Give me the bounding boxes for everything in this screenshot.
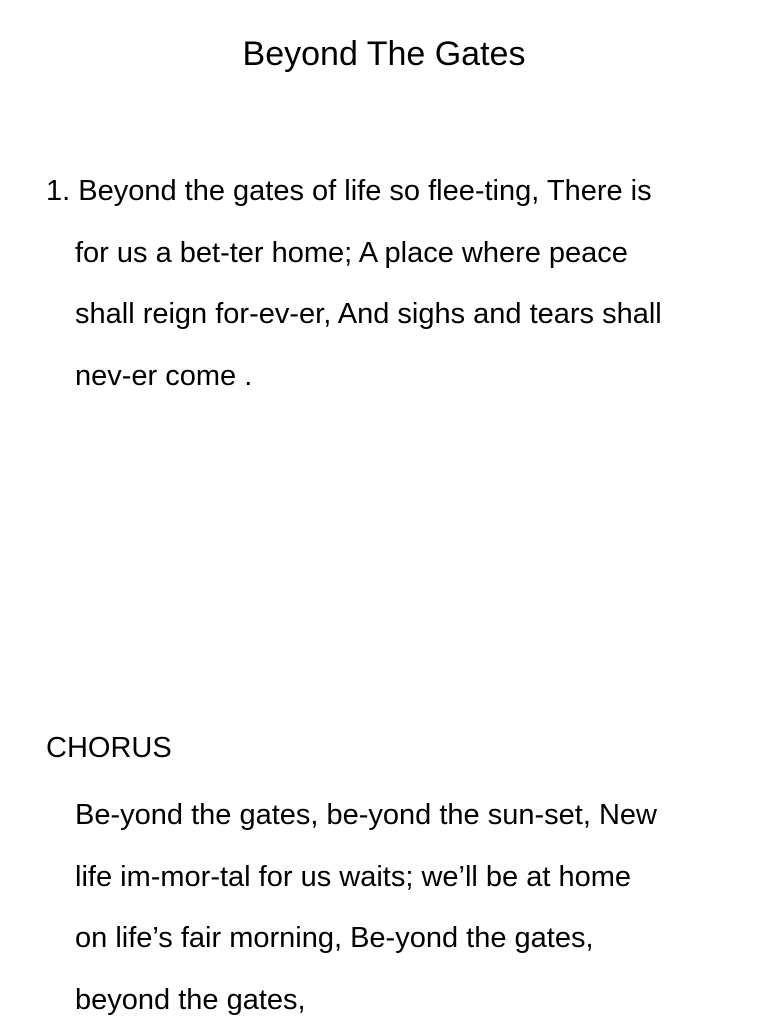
verse-line: shall reign for-ev-er, And sighs and tears shall: [46, 284, 706, 346]
chorus-line: life im-mor-tal for us waits; we’ll be at home: [75, 847, 735, 909]
chorus-label: CHORUS: [46, 728, 172, 768]
verse-number: 1.: [46, 175, 70, 207]
verse-line-text: Beyond the gates of life so flee-ting, There is: [78, 175, 651, 207]
verse-line: for us a bet-ter home; A place where peace: [46, 223, 706, 285]
chorus-line: on life’s fair morning, Be-yond the gates,: [75, 908, 735, 970]
chorus-line: beyond the gates,: [75, 970, 735, 1031]
song-title: Beyond The Gates: [0, 30, 768, 78]
chorus: [75, 785, 735, 1031]
verse-1: [46, 161, 706, 407]
verse-line: nev-er come .: [46, 346, 706, 408]
chorus-line: Be-yond the gates, be-yond the sun-set, New: [75, 785, 735, 847]
verse-line: [46, 161, 706, 223]
